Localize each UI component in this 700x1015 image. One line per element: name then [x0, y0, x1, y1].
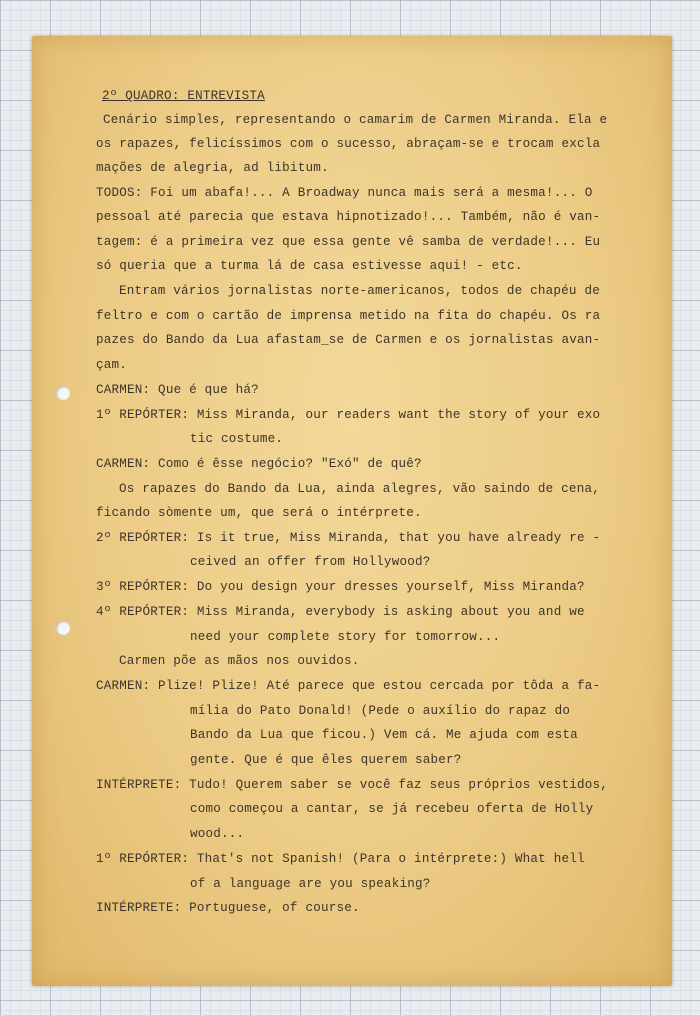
script-line: pazes do Bando da Lua afastam_se de Carmen e os jornalistas avan- — [96, 333, 601, 347]
script-line: 1º REPÓRTER: Miss Miranda, our readers want the story of your exo — [96, 408, 601, 422]
script-line: wood... — [190, 827, 245, 841]
script-line: 1º REPÓRTER: That's not Spanish! (Para o intérprete:) What hell — [96, 852, 585, 866]
script-line: ceived an offer from Hollywood? — [190, 555, 431, 569]
script-line: INTÉRPRETE: Portuguese, of course. — [96, 901, 360, 915]
script-line: CARMEN: Plize! Plize! Até parece que estou cercada por tôda a fa- — [96, 679, 601, 693]
script-line: tic costume. — [190, 432, 284, 446]
script-line: 2º REPÓRTER: Is it true, Miss Miranda, that you have already re - — [96, 531, 601, 545]
punch-hole-lower — [56, 621, 70, 635]
script-line: of a language are you speaking? — [190, 877, 431, 891]
script-line: gente. Que é que êles querem saber? — [190, 753, 462, 767]
script-line: tagem: é a primeira vez que essa gente vê samba de verdade!... Eu — [96, 235, 601, 249]
script-line: feltro e com o cartão de imprensa metido na fita do chapéu. Os ra — [96, 309, 601, 323]
script-line: Bando da Lua que ficou.) Vem cá. Me ajuda com esta — [190, 728, 578, 742]
script-line: Entram vários jornalistas norte-americanos, todos de chapéu de — [119, 284, 600, 298]
typewritten-page — [32, 36, 672, 986]
script-line: como começou a cantar, se já recebeu oferta de Holly — [190, 802, 594, 816]
script-line: 4º REPÓRTER: Miss Miranda, everybody is asking about you and we — [96, 605, 585, 619]
script-line: mações de alegria, ad libitum. — [96, 161, 329, 175]
script-line: 3º REPÓRTER: Do you design your dresses yourself, Miss Miranda? — [96, 580, 585, 594]
script-line: CARMEN: Que é que há? — [96, 383, 259, 397]
script-line: ficando sòmente um, que será o intérprete. — [96, 506, 422, 520]
script-line: INTÉRPRETE: Tudo! Querem saber se você faz seus próprios vestidos, — [96, 778, 608, 792]
script-line: CARMEN: Como é êsse negócio? "Exó" de quê? — [96, 457, 422, 471]
script-line: Os rapazes do Bando da Lua, ainda alegres, vão saindo de cena, — [119, 482, 600, 496]
script-line: só queria que a turma lá de casa estivesse aqui! - etc. — [96, 259, 523, 273]
script-line: Cenário simples, representando o camarim de Carmen Miranda. Ela e — [103, 113, 608, 127]
script-line: need your complete story for tomorrow... — [190, 630, 501, 644]
script-line: TODOS: Foi um abafa!... A Broadway nunca mais será a mesma!... O — [96, 186, 593, 200]
script-line: pessoal até parecia que estava hipnotizado!... Também, não é van- — [96, 210, 601, 224]
script-line: çam. — [96, 358, 128, 372]
scene-title: 2º QUADRO: ENTREVISTA — [102, 89, 265, 103]
script-line: os rapazes, felicíssimos com o sucesso, abraçam-se e trocam excla — [96, 137, 601, 151]
script-line: mília do Pato Donald! (Pede o auxílio do rapaz do — [190, 704, 571, 718]
punch-hole-upper — [56, 386, 70, 400]
script-line: Carmen põe as mãos nos ouvidos. — [119, 654, 360, 668]
